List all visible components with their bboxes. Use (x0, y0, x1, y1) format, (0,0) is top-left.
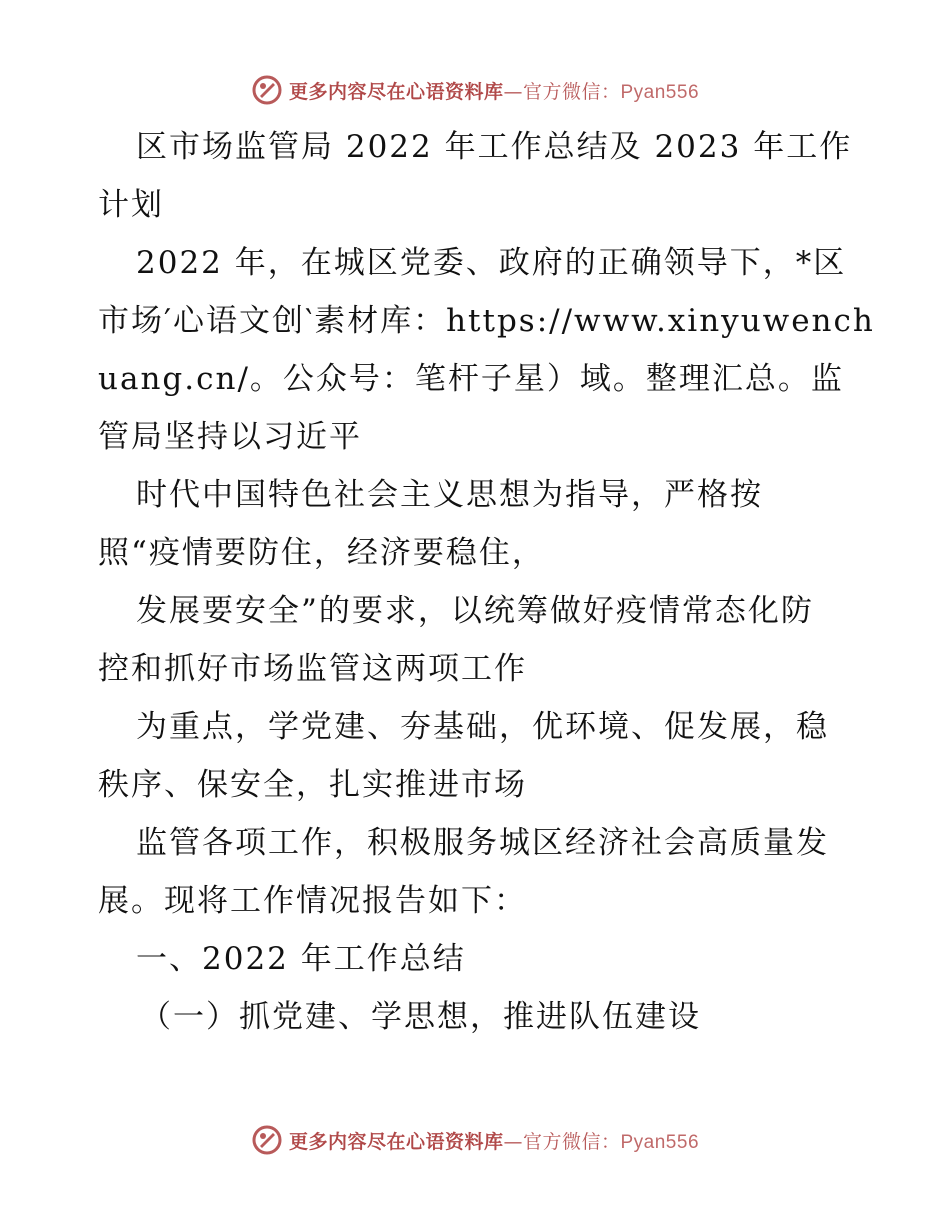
paragraph-line: 发展要安全”的要求，以统筹做好疫情常态化防 (136, 593, 814, 629)
paragraph-line: 管局坚持以习近平 (98, 419, 362, 455)
paragraph-line: 市场′心语文创‵素材库：https://www.xinyuwench (98, 303, 875, 339)
paragraph-line: 秩序、保安全，扎实推进市场 (98, 767, 527, 803)
watermark-banner-top (0, 68, 950, 112)
watermark-banner-bottom (0, 1118, 950, 1162)
paragraph-line: 控和抓好市场监管这两项工作 (98, 651, 527, 687)
paragraph-line: 监管各项工作，积极服务城区经济社会高质量发 (136, 825, 829, 861)
paragraph-line: uang.cn/。公众号：笔杆子星）域。整理汇总。监 (98, 361, 844, 397)
paragraph-line: 时代中国特色社会主义思想为指导，严格按 (136, 477, 763, 513)
document-body (98, 118, 875, 1046)
document-title-line-2: 计划 (98, 187, 164, 223)
paragraph-line: 2022 年，在城区党委、政府的正确领导下，*区 (136, 245, 847, 281)
quill-seal-icon (251, 74, 283, 106)
watermark-text: 更多内容尽在心语资料库—官方微信：Pyan556 (288, 80, 700, 103)
subsection-heading: （一）抓党建、学思想，推进队伍建设 (140, 999, 701, 1035)
paragraph-line: 照“疫情要防住，经济要稳住， (98, 535, 545, 571)
watermark-text: 更多内容尽在心语资料库—官方微信：Pyan556 (288, 1130, 700, 1153)
section-heading: 一、2022 年工作总结 (136, 941, 466, 977)
quill-seal-icon (251, 1124, 283, 1156)
paragraph-line: 为重点，学党建、夯基础，优环境、促发展，稳 (136, 709, 829, 745)
document-title-line-1: 区市场监管局 2022 年工作总结及 2023 年工作 (136, 129, 853, 165)
paragraph-line: 展。现将工作情况报告如下： (98, 883, 527, 919)
